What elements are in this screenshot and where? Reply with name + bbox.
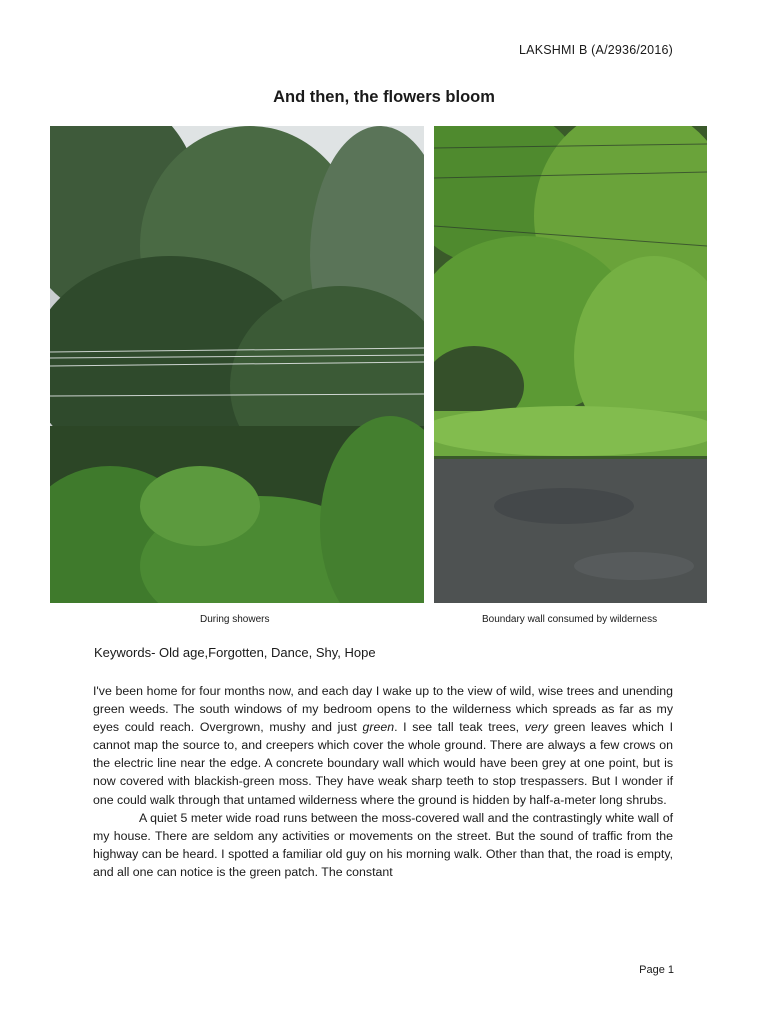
photo-during-showers	[50, 126, 424, 603]
paragraph-1-part-2: . I see tall teak trees,	[394, 720, 525, 735]
author-id: LAKSHMI B (A/2936/2016)	[519, 43, 673, 57]
paragraph-1-part-3: green leaves which I cannot map the source to, and creepers which cover the whole ground. There are always a few crows on the electric line near the edge. A concrete boundary wall which would have been grey at one point, but is now covered with blackish-green moss. They have weak sharp teeth to stop trespassers. But I wonder if one could walk through that untamed wilderness where the ground is hidden by half-a-meter long shrubs.	[93, 720, 673, 807]
emphasis-very: very	[524, 720, 549, 735]
photo-caption-wall: Boundary wall consumed by wilderness	[482, 614, 658, 625]
emphasis-green: green	[362, 720, 395, 735]
paragraph-2: A quiet 5 meter wide road runs between the moss-covered wall and the contrastingly white wall of my house. There are seldom any activities or movements on the street. But the sound of traffic from the highway can be heard. I spotted a familiar old guy on his morning walk. Other than that, the road is empty, and all one can notice is the green patch. The constant	[93, 810, 673, 879]
paragraph-1	[93, 682, 673, 809]
body-text	[93, 682, 673, 881]
photo-caption-showers: During showers	[200, 614, 270, 625]
document-title: And then, the flowers bloom	[273, 88, 495, 106]
page-number: Page 1	[639, 964, 674, 976]
paragraph-1-part-1: I've been home for four months now, and each day I wake up to the view of wild, wise trees and unending green weeds. The south windows of my bedroom opens to the wilderness which spreads as far as my eyes could reach. Overgrown, mushy and just	[93, 684, 673, 735]
keywords-line: Keywords- Old age,Forgotten, Dance, Shy, Hope	[94, 645, 376, 660]
photo-boundary-wall	[434, 126, 707, 603]
